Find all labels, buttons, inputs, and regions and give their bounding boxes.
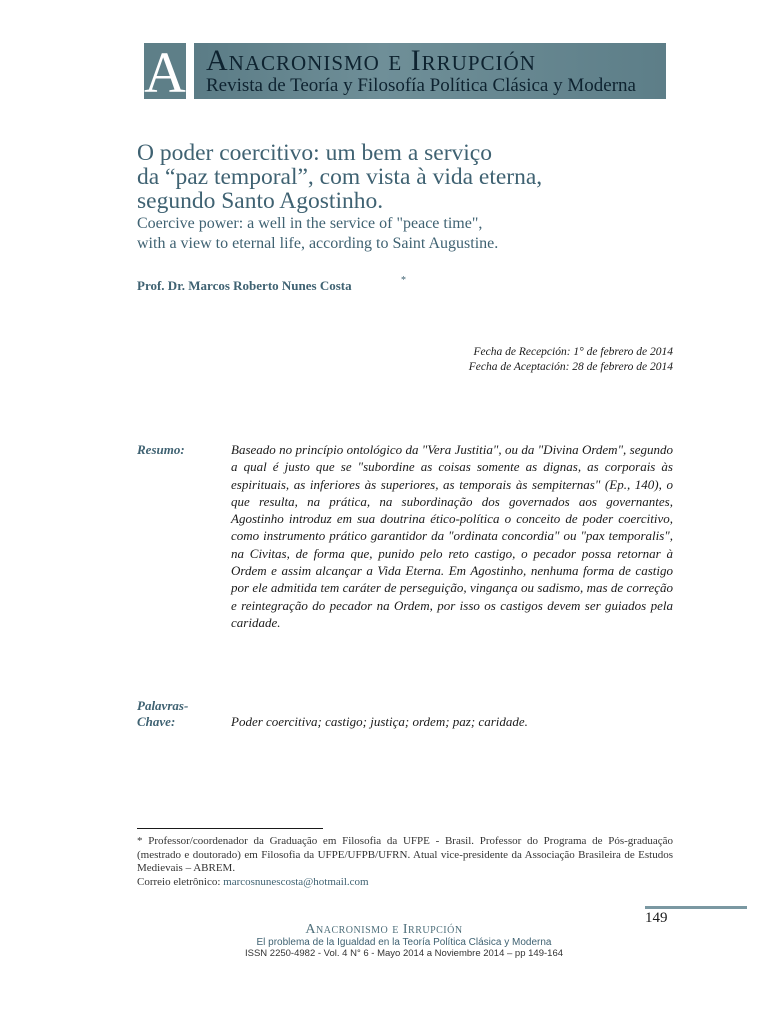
article-title-pt [137, 141, 657, 213]
page-number-rule [645, 906, 747, 909]
email-label: Correio eletrônico: [137, 875, 221, 888]
footnote-divider [137, 828, 323, 829]
footnote [137, 835, 673, 889]
keywords-text: Poder coercitiva; castigo; justiça; ordem; paz; caridade. [231, 714, 528, 729]
keywords-label-line: Palavras- [137, 698, 189, 713]
title-en-line: Coercive power: a well in the service of "peace time", [137, 215, 483, 232]
article-title-en [137, 214, 657, 254]
reception-date: Fecha de Recepción: 1° de febrero de 2014 [473, 346, 673, 358]
email-link[interactable]: marcosnunescosta@hotmail.com [223, 875, 369, 888]
author-name: Prof. Dr. Marcos Roberto Nunes Costa [137, 278, 352, 293]
keywords-label [137, 698, 188, 730]
page-number: 149 [645, 910, 668, 926]
logo-letter: A [144, 40, 186, 105]
author-footnote-mark[interactable]: * [401, 275, 406, 286]
title-en-line: with a view to eternal life, according to Saint Augustine. [137, 235, 499, 252]
title-pt-line: segundo Santo Agostinho. [137, 188, 384, 214]
journal-subtitle: Revista de Teoría y Filosofía Política Clásica y Moderna [206, 75, 636, 96]
journal-logo [144, 40, 186, 105]
acceptance-date: Fecha de Aceptación: 28 de febrero de 2014 [468, 361, 673, 373]
title-pt-line: O poder coercitivo: um bem a serviço [137, 140, 492, 166]
abstract-text: Baseado no princípio ontológico da "Vera Justitia", ou da "Divina Ordem", segundo a qual é justo que se "subordine as coisas somente as dignas, as corporais às espirituais, as inferiores às superiores, as temporais às sempiternas" (Ep., 140), o que resulta, na prática, na subordinação dos governados aos governantes, Agostinho introduz em sua doutrina ético-política o conceito de poder coercitivo, como instrumento prático garantidor da "ordinata concordia" ou "pax temporalis", na Civitas, de forma que, punido pelo reto castigo, o pecador possa retornar à Ordem e assim alcançar a Vida Eterna. Em Agostinho, nenhuma forma de castigo por ele admitida tem caráter de perseguição, vingança ou sadismo, mas de correção e reintegração do pecador na Ordem, por isso os castigos devem ser guiados pela caridade. [231, 442, 673, 630]
footer-issn: ISSN 2250-4982 - Vol. 4 N° 6 - Mayo 2014 a Noviembre 2014 – pp 149-164 [244, 948, 564, 959]
journal-banner [194, 43, 666, 99]
abstract-label: Resumo: [137, 442, 185, 457]
journal-title: Anacronismo e Irrupción [206, 44, 536, 77]
footer-subtitle: El problema de la Igualdad en la Teoría Política Clásica y Moderna [256, 937, 552, 948]
footnote-text: * Professor/coordenador da Graduação em Filosofia da UFPE - Brasil. Professor do Programa de Pós-graduação (mestrado e doutorado) em Filosofia da UFPE/UFPB/UFRN. Atual vice-presidente da Associação Brasileira de Estudos Medievais – ABREM. [137, 835, 673, 874]
title-pt-line: da “paz temporal”, com vista à vida eterna, [137, 164, 543, 190]
keywords-label-line: Chave: [137, 714, 176, 729]
submission-dates [469, 345, 673, 375]
footer-journal: Anacronismo e Irrupción [305, 922, 463, 937]
